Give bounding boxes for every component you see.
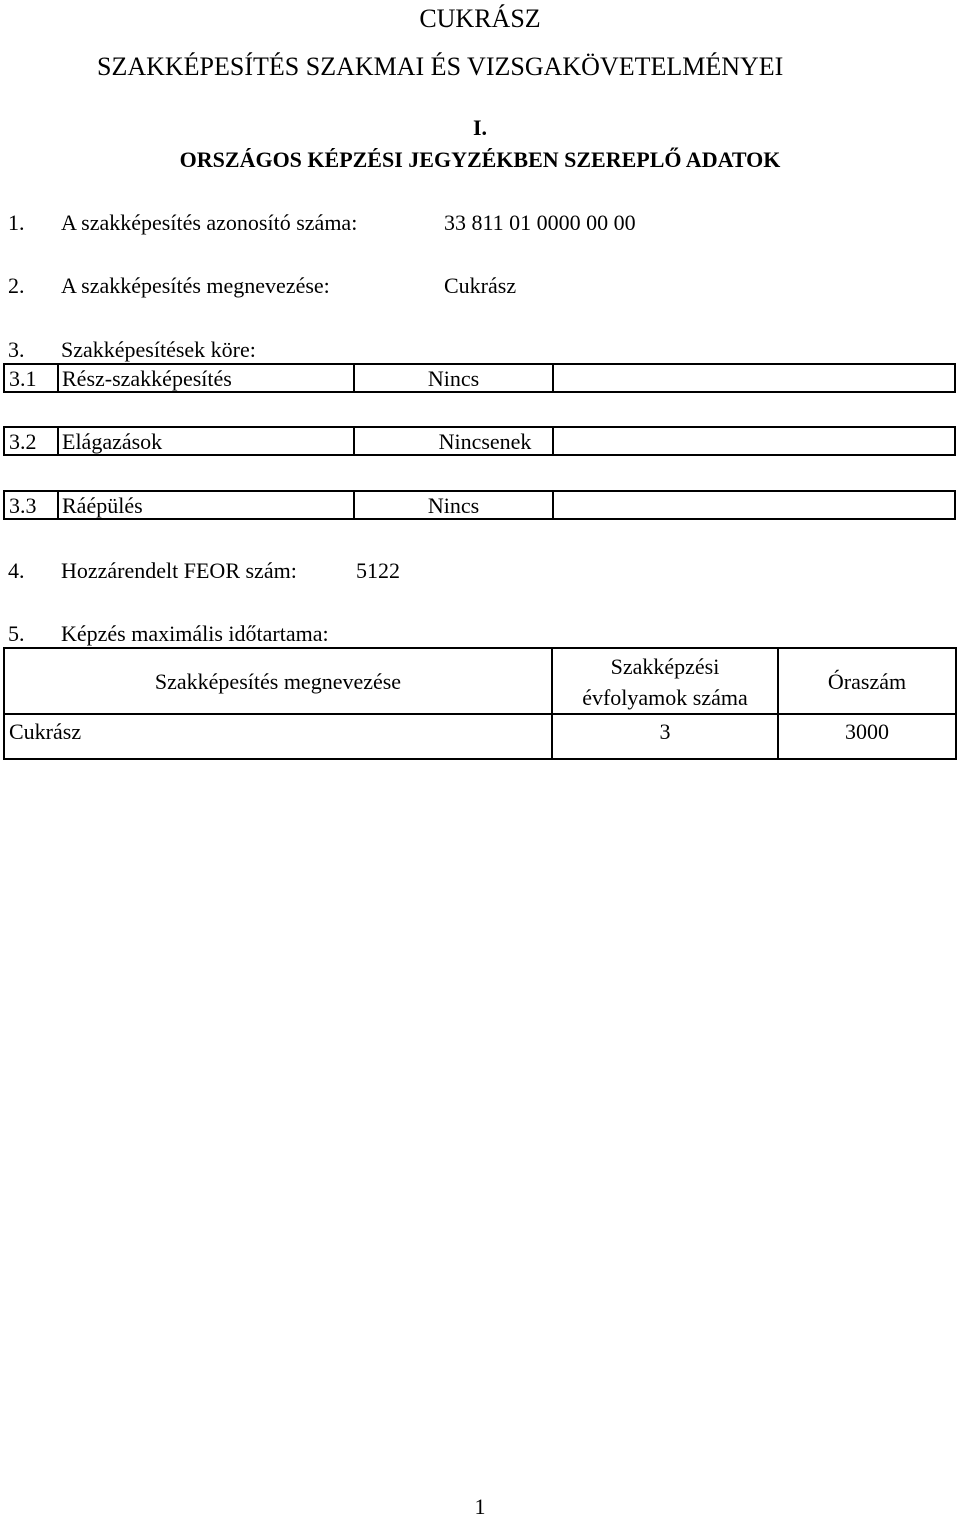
item-2-number: 2. [8,273,25,298]
scope-row-value: Nincs [427,366,480,391]
scope-row-label: Rész-szakképesítés [62,366,232,391]
header-years-line1: Szakképzési [610,654,720,679]
header-qualification-name: Szakképesítés megnevezése [154,669,402,694]
scope-row-3-2 [3,426,956,456]
scope-row-3-1 [3,363,956,393]
scope-row-label: Elágazások [62,429,163,454]
scope-row-number: 3.3 [9,493,37,518]
item-5-number: 5. [8,621,25,646]
scope-row-3-3 [3,490,956,520]
item-4-number: 4. [8,558,25,583]
item-3-label: Szakképesítések köre: [61,337,256,362]
item-1-number: 1. [8,210,25,235]
section-title: ORSZÁGOS KÉPZÉSI JEGYZÉKBEN SZEREPLŐ ADATOK [179,147,781,172]
row-years: 3 [659,719,671,744]
item-2-label: A szakképesítés megnevezése: [61,273,330,298]
header-years-line2: évfolyamok száma [582,685,748,710]
item-1-label: A szakképesítés azonosító száma: [61,210,358,235]
header-hours: Óraszám [827,669,907,694]
feor-value: 5122 [356,558,400,583]
row-qualification-name: Cukrász [9,719,82,744]
scope-row-label: Ráépülés [62,493,143,518]
qualification-id-value: 33 811 01 0000 00 00 [444,210,636,235]
document-title: CUKRÁSZ [419,4,541,33]
page-number: 1 [474,1494,486,1519]
row-hours: 3000 [845,719,889,744]
document-subtitle: SZAKKÉPESÍTÉS SZAKMAI ÉS VIZSGAKÖVETELMÉNYEI [97,52,784,81]
duration-table [3,647,957,760]
scope-row-value: Nincsenek [438,429,532,454]
item-4-label: Hozzárendelt FEOR szám: [61,558,297,583]
item-5-label: Képzés maximális időtartama: [61,621,329,646]
scope-row-number: 3.1 [9,366,37,391]
section-number: I. [472,115,488,140]
item-3-number: 3. [8,337,25,362]
scope-row-number: 3.2 [9,429,37,454]
scope-row-value: Nincs [427,493,480,518]
qualification-name-value: Cukrász [444,273,517,298]
